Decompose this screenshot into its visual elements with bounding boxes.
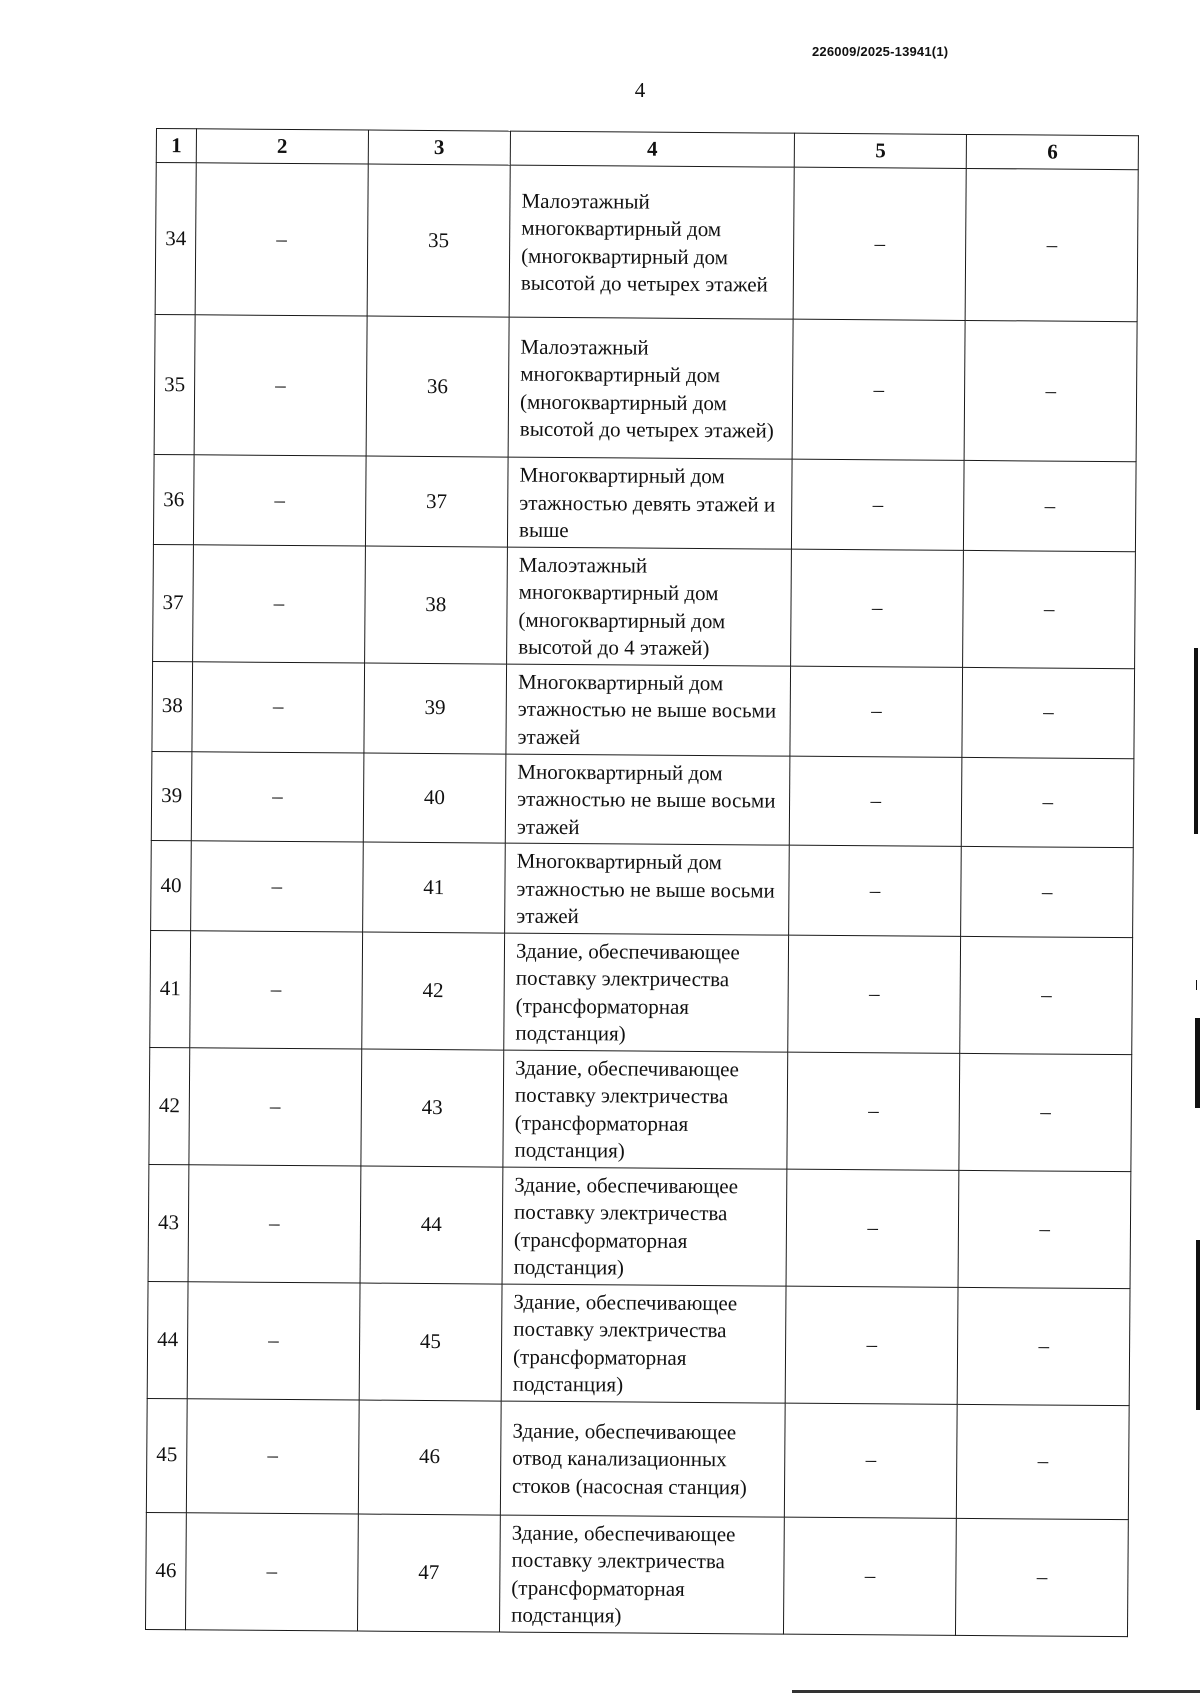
table-cell: – xyxy=(191,841,363,932)
table-cell: 41 xyxy=(362,842,505,933)
table-cell: 39 xyxy=(151,751,192,841)
table-cell: – xyxy=(188,1164,360,1282)
table-cell: – xyxy=(194,315,367,456)
table-cell: 36 xyxy=(153,454,194,544)
table-cell: – xyxy=(956,1518,1128,1636)
table-cell: 46 xyxy=(358,1400,501,1515)
table-cell: – xyxy=(790,666,963,757)
table-cell: – xyxy=(783,1517,956,1635)
table-cell: – xyxy=(959,1053,1131,1171)
table-cell: – xyxy=(966,168,1139,321)
table-cell: – xyxy=(958,1170,1130,1288)
table-cell: – xyxy=(193,544,365,662)
table-cell: 45 xyxy=(146,1398,187,1512)
table-cell: 40 xyxy=(363,753,506,844)
table-cell: 42 xyxy=(149,1047,190,1164)
table-cell: 35 xyxy=(154,314,195,454)
scan-edge-mark xyxy=(792,1690,1200,1693)
table-row xyxy=(152,661,1135,758)
table-cell: – xyxy=(189,1047,361,1165)
table-cell: 47 xyxy=(357,1514,500,1632)
table-cell-description: Многоквартирный дом этажностью девять этажей и выше xyxy=(507,457,792,549)
table-cell: 44 xyxy=(360,1166,503,1284)
table-cell-description: Малоэтажный многоквартирный дом (многоквартирный дом высотой до 4 этажей) xyxy=(507,547,792,666)
table-cell: 36 xyxy=(366,316,509,457)
table-cell: – xyxy=(195,163,368,316)
scan-edge-mark xyxy=(1195,1018,1200,1108)
table-cell: – xyxy=(186,1398,358,1513)
table-cell-description: Малоэтажный многоквартирный дом (многоквартирный дом высотой до четырех этажей) xyxy=(508,317,793,459)
table-row xyxy=(150,930,1133,1054)
table-cell-description: Здание, обеспечивающее поставку электричества (трансформаторная подстанция) xyxy=(500,1515,785,1634)
data-table xyxy=(145,128,1139,1637)
table-row xyxy=(149,1047,1132,1171)
table-row xyxy=(147,1281,1130,1405)
column-header: 5 xyxy=(794,133,967,168)
table-cell: – xyxy=(963,550,1135,668)
table-cell: – xyxy=(190,930,362,1048)
table-cell: 46 xyxy=(145,1512,186,1629)
table-cell: 45 xyxy=(359,1283,502,1401)
table-row xyxy=(145,1512,1128,1636)
document-id: 226009/2025-13941(1) xyxy=(812,44,949,59)
table-cell-description: Здание, обеспечивающее поставку электричества (трансформаторная подстанция) xyxy=(501,1284,786,1403)
table-row xyxy=(153,544,1136,668)
table-cell: – xyxy=(962,667,1134,758)
column-header: 1 xyxy=(156,129,196,163)
table-cell: – xyxy=(187,1281,359,1399)
table-cell: – xyxy=(961,846,1133,937)
table-cell: 41 xyxy=(150,930,191,1047)
table-row xyxy=(155,163,1138,322)
table-cell: – xyxy=(786,1169,959,1287)
table-cell-description: Здание, обеспечивающее поставку электричества (трансформаторная подстанция) xyxy=(504,933,789,1052)
table-cell: – xyxy=(186,1512,358,1630)
table-cell: – xyxy=(964,460,1136,551)
table-cell: – xyxy=(785,1286,958,1404)
table-cell: 38 xyxy=(152,661,193,751)
table-cell: – xyxy=(791,459,964,550)
scan-edge-mark xyxy=(1194,648,1198,834)
column-header: 3 xyxy=(368,130,511,165)
table-cell: 44 xyxy=(147,1281,188,1398)
table-body xyxy=(145,163,1138,1637)
table-cell: – xyxy=(962,757,1134,848)
table-cell: – xyxy=(194,455,366,546)
table-cell: – xyxy=(958,1287,1130,1405)
table-cell: – xyxy=(787,1052,960,1170)
table-cell: 37 xyxy=(153,544,194,661)
page-number: 4 xyxy=(634,78,646,102)
table-cell: – xyxy=(960,936,1132,1054)
table-cell: – xyxy=(192,661,364,752)
column-header: 4 xyxy=(510,131,794,167)
table-cell: 40 xyxy=(151,840,192,930)
table-cell: – xyxy=(793,167,967,320)
table-cell: – xyxy=(789,756,962,847)
table-row xyxy=(153,454,1136,551)
scan-edge-mark xyxy=(1196,980,1197,990)
table-cell-description: Малоэтажный многоквартирный дом (многоквартирный дом высотой до четырех этажей xyxy=(509,165,794,319)
table-cell: 39 xyxy=(364,663,507,754)
table-cell: 37 xyxy=(365,456,508,547)
table-row xyxy=(146,1398,1129,1519)
table-cell: 43 xyxy=(361,1049,504,1167)
table-cell-description: Многоквартирный дом этажностью не выше восьми этажей xyxy=(506,664,791,756)
column-header: 2 xyxy=(196,129,368,164)
table-cell: – xyxy=(191,751,363,842)
column-header: 6 xyxy=(967,134,1139,169)
table-cell: 43 xyxy=(148,1164,189,1281)
scan-edge-mark xyxy=(1196,1240,1200,1410)
table-row xyxy=(148,1164,1131,1288)
table-cell: – xyxy=(784,1403,957,1518)
table-cell: – xyxy=(957,1404,1129,1519)
table-cell: 35 xyxy=(367,164,511,317)
table-cell: 42 xyxy=(361,932,504,1050)
table-cell: – xyxy=(790,549,963,667)
table-cell-description: Многоквартирный дом этажностью не выше восьми этажей xyxy=(505,754,790,846)
table-cell: 38 xyxy=(364,546,507,664)
table-row xyxy=(151,751,1134,848)
table-row xyxy=(151,840,1134,937)
table-cell-description: Здание, обеспечивающее поставку электричества (трансформаторная подстанция) xyxy=(502,1167,787,1286)
table-cell-description: Многоквартирный дом этажностью не выше восьми этажей xyxy=(505,843,790,935)
table-cell: 34 xyxy=(155,163,196,315)
table-cell: – xyxy=(965,320,1138,461)
table-cell: – xyxy=(792,319,966,460)
table-cell-description: Здание, обеспечивающее поставку электричества (трансформаторная подстанция) xyxy=(503,1050,788,1169)
table-cell-description: Здание, обеспечивающее отвод канализационных стоков (насосная станция) xyxy=(500,1401,785,1517)
table-row xyxy=(154,314,1137,461)
table-cell: – xyxy=(788,935,961,1053)
table-cell: – xyxy=(789,845,962,936)
